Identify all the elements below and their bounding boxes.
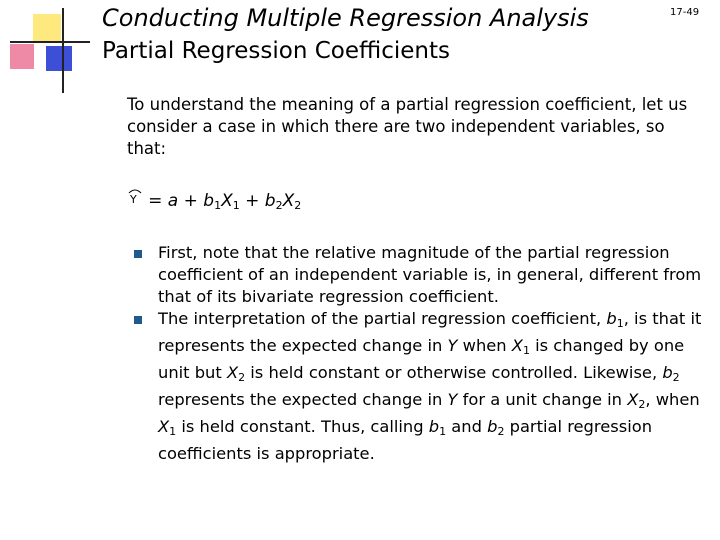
equation-a: a <box>167 191 179 211</box>
text-run: is changed by one unit but <box>158 336 685 382</box>
var-x: X <box>511 336 523 355</box>
text-run: , when <box>645 390 700 409</box>
var-y: Y <box>447 390 458 409</box>
slide-title: Conducting Multiple Regression Analysis <box>102 4 589 32</box>
text-run: is held constant. Thus, calling <box>176 417 429 436</box>
decor-red-square <box>10 44 34 69</box>
bullet-item-first <box>134 242 709 308</box>
y-hat-letter: Y <box>130 193 137 206</box>
var-b: b <box>487 417 498 436</box>
bullet-list <box>134 242 709 465</box>
slide-subtitle: Partial Regression Coefficients <box>102 38 450 64</box>
var-x: X <box>226 363 239 382</box>
decor-horizontal-line <box>10 41 90 43</box>
regression-equation <box>130 191 301 212</box>
var-y: Y <box>447 336 458 355</box>
text-run: The interpretation of the partial regression coefficient, <box>158 309 607 328</box>
decor-vertical-line <box>62 8 64 93</box>
text-run: for a unit change in <box>457 390 628 409</box>
sub-1: 1 <box>616 317 624 330</box>
hat-icon <box>128 188 142 194</box>
equation-b1-sub: 1 <box>214 199 222 212</box>
equation-plus-2: + <box>239 191 265 211</box>
square-bullet-icon <box>134 250 142 258</box>
text-run: is held constant or otherwise controlled. Likewise, <box>245 363 663 382</box>
equation-b2: b <box>264 191 276 211</box>
sub-2: 2 <box>497 425 505 438</box>
sub-1: 1 <box>439 425 447 438</box>
sub-1: 1 <box>522 344 530 357</box>
text-run: , is that it represents the expected change in <box>158 309 702 355</box>
equation-x2: X <box>282 191 295 211</box>
decor-blue-square <box>46 46 72 71</box>
equation-equals: = <box>142 191 168 211</box>
equation-plus-1: + <box>178 191 204 211</box>
sub-2: 2 <box>638 398 646 411</box>
text-run: and <box>446 417 488 436</box>
square-bullet-icon <box>134 316 142 324</box>
y-hat-symbol <box>130 193 137 206</box>
bullet-item-second <box>134 308 709 465</box>
var-x: X <box>627 390 639 409</box>
text-run: partial regression coefficients is appropriate. <box>158 417 653 463</box>
intro-paragraph: To understand the meaning of a partial regression coefficient, let us consider a case in which there are two independent variables, so that: <box>127 95 688 158</box>
equation-b1: b <box>203 191 215 211</box>
text-run: when <box>457 336 512 355</box>
sub-2: 2 <box>238 371 246 384</box>
decor-yellow-square <box>33 14 61 41</box>
var-b: b <box>606 309 617 328</box>
text-run: represents the expected change in <box>158 390 448 409</box>
equation-x2-sub: 2 <box>294 199 302 212</box>
equation-x1: X <box>221 191 233 211</box>
bullet-first-text: First, note that the relative magnitude of the partial regression coefficient of an independent variable is, in general, different from that of its bivariate regression coefficient. <box>158 243 702 306</box>
equation-b2-sub: 2 <box>275 199 283 212</box>
bullet-second-text <box>158 309 701 463</box>
var-b: b <box>662 363 673 382</box>
slide-number: 17-49 <box>670 7 700 18</box>
sub-2: 2 <box>672 371 680 384</box>
var-b: b <box>428 417 440 436</box>
sub-1: 1 <box>169 425 177 438</box>
var-x: X <box>158 417 170 436</box>
equation-x1-sub: 1 <box>232 199 240 212</box>
